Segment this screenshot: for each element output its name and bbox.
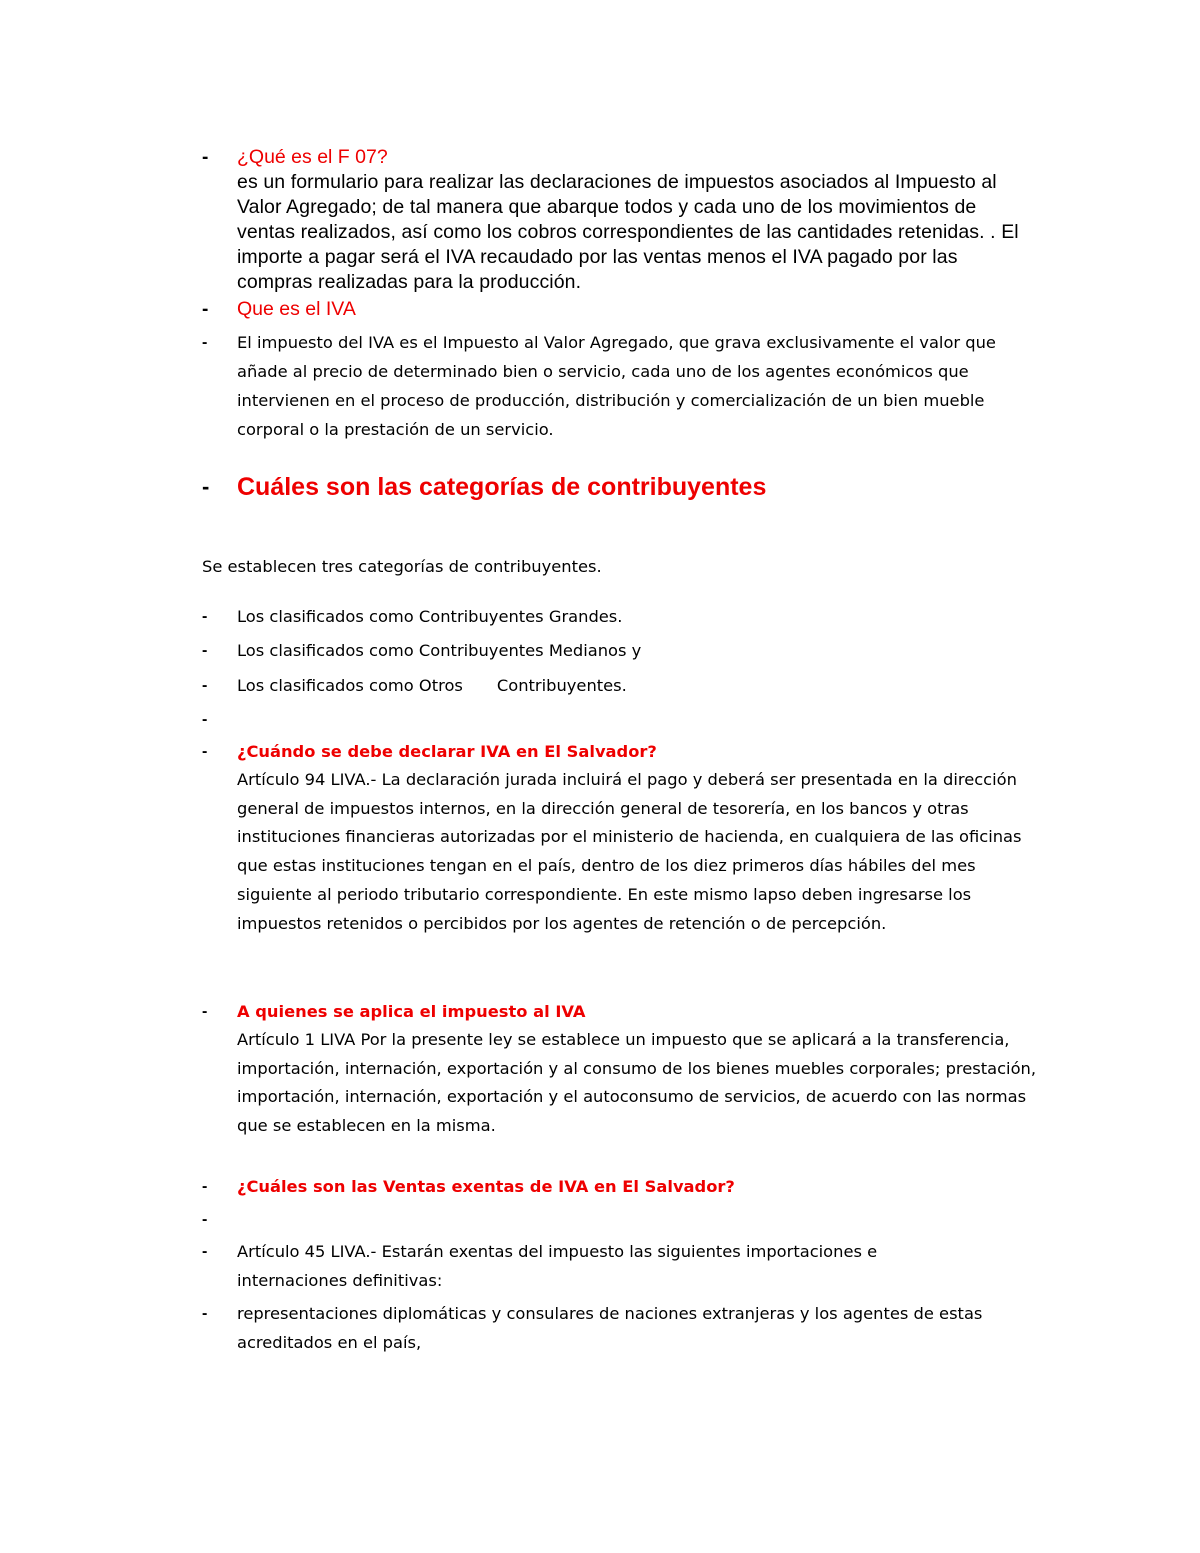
- bullet-marker: -: [202, 1178, 208, 1195]
- paragraph-articulo-1: Artículo 1 LIVA Por la presente ley se establece un impuesto que se aplicará a la transferencia, importación, internación, exportación y al consumo de los bienes muebles corporales; prestación, importación, internación, exportación y el autoconsumo de servicios, de acuerdo con las normas que se establecen en la misma.: [237, 1030, 1037, 1136]
- heading-f07: ¿Qué es el F 07?: [237, 146, 388, 168]
- categoria-grandes-text: Los clasificados como Contribuyentes Grandes.: [237, 607, 623, 626]
- bullet-marker: -: [202, 743, 208, 760]
- heading-ventas-exentas: ¿Cuáles son las Ventas exentas de IVA en El Salvador?: [237, 1177, 735, 1196]
- bullet-marker: -: [202, 642, 208, 659]
- bullet-marker: -: [202, 1243, 208, 1260]
- bullet-marker: -: [202, 1211, 208, 1228]
- paragraph-representaciones: representaciones diplomáticas y consulares de naciones extranjeras y los agentes de estas acreditados en el país,: [237, 1304, 983, 1352]
- bullet-marker: -: [202, 334, 208, 351]
- bullet-marker: -: [202, 608, 208, 625]
- categoria-otros-text-cont: Contribuyentes.: [496, 676, 627, 695]
- paragraph-f07: es un formulario para realizar las declaraciones de impuestos asociados al Impuesto al Valor Agregado; de tal manera que abarque todos y cada uno de los movimientos de ventas realizados, así como los cobros correspondientes de las cantidades retenidas. . El importe a pagar será el IVA recaudado por las ventas menos el IVA pagado por las compras realizadas para la producción.: [237, 171, 1019, 293]
- heading-a-quienes: A quienes se aplica el impuesto al IVA: [237, 1002, 586, 1021]
- bullet-marker: -: [202, 1003, 208, 1020]
- heading-que-es-iva: Que es el IVA: [237, 298, 356, 320]
- bullet-marker: -: [202, 299, 209, 320]
- bullet-marker: -: [202, 474, 210, 499]
- paragraph-iva-definition: El impuesto del IVA es el Impuesto al Valor Agregado, que grava exclusivamente el valor que añade al precio de determinado bien o servicio, cada uno de los agentes económicos que intervienen en el proceso de producción, distribución y comercialización de un bien mueble corporal o la prestación de un servicio.: [237, 333, 996, 439]
- paragraph-categorias-intro: Se establecen tres categorías de contribuyentes.: [202, 557, 602, 576]
- categoria-medianos-text: Los clasificados como Contribuyentes Medianos y: [237, 641, 642, 660]
- heading-categorias: Cuáles son las categorías de contribuyentes: [237, 473, 767, 501]
- heading-cuando-declarar: ¿Cuándo se debe declarar IVA en El Salvador?: [237, 742, 657, 761]
- bullet-marker: -: [202, 147, 209, 168]
- bullet-marker: -: [202, 677, 208, 694]
- bullet-marker: -: [202, 1305, 208, 1322]
- bullet-marker: -: [202, 711, 208, 728]
- paragraph-articulo-94: Artículo 94 LIVA.- La declaración jurada incluirá el pago y deberá ser presentada en la dirección general de impuestos internos, en la dirección general de tesorería, en los bancos y otras instituciones financieras autorizadas por el ministerio de hacienda, en cualquiera de las oficinas que estas instituciones tengan en el país, dentro de los diez primeros días hábiles del mes siguiente al periodo tributario correspondiente. En este mismo lapso deben ingresarse los impuestos retenidos o percibidos por los agentes de retención o de percepción.: [237, 770, 1022, 933]
- paragraph-articulo-45: Artículo 45 LIVA.- Estarán exentas del impuesto las siguientes importaciones e internaciones definitivas:: [237, 1242, 878, 1290]
- categoria-otros-text: Los clasificados como Otros: [237, 676, 463, 695]
